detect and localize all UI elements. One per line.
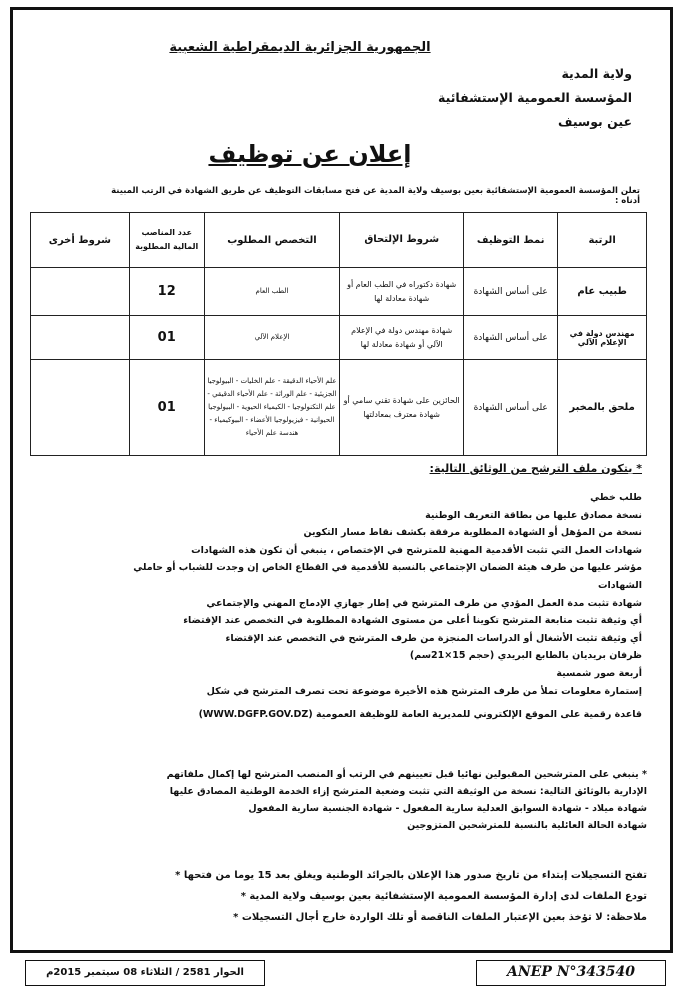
cell-conditions: الحائزين على شهادة تقني سامي أو شهادة معترف بمعادلتها <box>340 360 464 456</box>
cell-other <box>31 268 130 316</box>
header-grade: الرتبة <box>558 213 647 268</box>
documents-heading: * يتكون ملف الترشح من الوثائق التالية: <box>429 462 642 475</box>
newspaper-footer: الحوار 2581 / الثلاثاء 08 سبتمبر 2015م <box>25 960 265 986</box>
institution-label: المؤسسة العمومية الإستشفائية <box>438 90 632 105</box>
cell-specialty: الطب العام <box>204 268 339 316</box>
document-item: إستمارة معلومات تملأ من طرف المترشح هذه الأخيرة موضوعة تحت تصرف المترشح في شكل <box>206 685 642 697</box>
cell-other <box>31 316 130 360</box>
note-item: شهادة الحالة العائلية بالنسبة للمترشحين المتزوجين <box>407 820 647 831</box>
document-item: نسخة من المؤهل أو الشهادة المطلوبة مرفقة بكشف نقاط مسار التكوين <box>303 527 642 539</box>
document-item: شهادة تثبت مدة العمل المؤدي من طرف المترشح في إطار جهازي الإدماج المهني والإجتماعي <box>206 597 642 609</box>
cell-posts: 01 <box>129 316 204 360</box>
final-note-item: ملاحظة: لا تؤخذ بعين الإعتبار الملفات الناقصة أو تلك الواردة خارج أجال التسجيلات * <box>233 912 647 923</box>
header-specialty: التخصص المطلوب <box>204 213 339 268</box>
document-item: ظرفان بريديان بالطابع البريدي (حجم 15×21سم) <box>409 650 642 662</box>
cell-posts: 01 <box>129 360 204 456</box>
header-posts: عدد المناصب المالية المطلوبة <box>129 213 204 268</box>
table-row <box>31 268 647 316</box>
cell-specialty: علم الأحياء الدقيقة - علم الخليات - البيولوجيا الجزيئية - علم الوراثة - علم الأحياء الدقيقي - علم التكنولوجيا - الكيمياء الحيوية - البيولوجيا الحيوانية - فيزيولوجيا الأعضاء - البيوكيمياء - هندسة علم الأحياء <box>204 360 339 456</box>
notes-section <box>87 766 647 834</box>
cell-mode: على أساس الشهادة <box>464 316 558 360</box>
anep-reference: ANEP N°343540 <box>476 960 666 986</box>
cell-grade: ملحق بالمخبر <box>558 360 647 456</box>
header-conditions: شروط الإلتحاق <box>340 213 464 268</box>
table-row <box>31 360 647 456</box>
cell-mode: على أساس الشهادة <box>464 268 558 316</box>
city-label: عين بوسيف <box>557 114 632 129</box>
republic-heading: الجمهورية الجزائرية الديمقراطية الشعبية <box>169 40 431 55</box>
document-item: نسخة مصادق عليها من بطاقة التعريف الوطنية <box>425 509 642 521</box>
note-item: شهادة ميلاد - شهادة السوابق العدلية سارية المفعول - شهادة الجنسية سارية المفعول <box>248 803 647 814</box>
document-item: طلب خطي <box>590 492 642 503</box>
document-item: أربعة صور شمسية <box>556 667 642 679</box>
issuer-block <box>372 62 632 134</box>
intro-text: تعلن المؤسسة العمومية الإستشفائية بعين بوسيف ولاية المدية عن فتح مسابقات التوظيف عن طريق الشهادة في الرتب المبينة أدناه : <box>111 186 640 206</box>
final-note-item: تودع الملفات لدى إدارة المؤسسة العمومية الإستشفائية بعين بوسيف ولاية المدية * <box>240 891 647 902</box>
final-notes-section <box>87 865 647 928</box>
note-item: الإدارية بالوثائق التالية: نسخة من الوثيقة التي تثبت وضعية المترشح إزاء الخدمة الوطنية المصادق عليها <box>169 786 647 797</box>
cell-other <box>31 360 130 456</box>
header-other: شروط أخرى <box>31 213 130 268</box>
header-mode: نمط التوظيف <box>464 213 558 268</box>
jobs-table <box>30 212 647 456</box>
wilaya-label: ولاية المدية <box>561 66 632 81</box>
table-header-row <box>31 213 647 268</box>
cell-conditions: شهادة مهندس دولة في الإعلام الآلي أو شهادة معادلة لها <box>340 316 464 360</box>
document-item: مؤشر عليها من طرف هيئة الضمان الإجتماعي بالنسبة للأقدمية في القطاع الخاص إن وجدت للشباب أو حاملي الشهادات <box>133 562 642 591</box>
page-title: إعلان عن توظيف <box>208 140 412 168</box>
final-note-item: تفتح التسجيلات إبتداء من تاريخ صدور هذا الإعلان بالجرائد الوطنية ويغلق بعد 15 يوما من فتحها * <box>175 870 647 881</box>
document-item: أي وثيقة تثبت متابعة المترشح تكوينا أعلى من مستوى الشهادة المطلوبة في التخصص عند الإقتضاء <box>183 615 642 627</box>
cell-conditions: شهادة دكتوراه في الطب العام أو شهادة معادلة لها <box>340 268 464 316</box>
cell-mode: على أساس الشهادة <box>464 360 558 456</box>
documents-section <box>122 462 642 724</box>
note-item: * ينبغي على المترشحين المقبولين نهائيا قبل تعيينهم في الرتب أو المنصب المترشح لها إكمال ملفاتهم <box>166 769 647 780</box>
cell-grade: مهندس دولة في الإعلام الآلي <box>558 316 647 360</box>
table-row <box>31 316 647 360</box>
cell-grade: طبيب عام <box>558 268 647 316</box>
document-item: أي وثيقة تثبت الأشغال أو الدراسات المنجزة من طرف المترشح في التخصص عند الإقتضاء <box>225 632 642 644</box>
document-item: قاعدة رقمية على الموقع الإلكتروني للمديرية العامة للوظيفة العمومية (WWW.DGFP.GOV.DZ) <box>198 709 642 721</box>
cell-posts: 12 <box>129 268 204 316</box>
cell-specialty: الإعلام الآلي <box>204 316 339 360</box>
document-item: شهادات العمل التي تثبت الأقدمية المهنية للمترشح في الإختصاص ، ينبغي أن تكون هذه الشهادات <box>191 544 642 556</box>
